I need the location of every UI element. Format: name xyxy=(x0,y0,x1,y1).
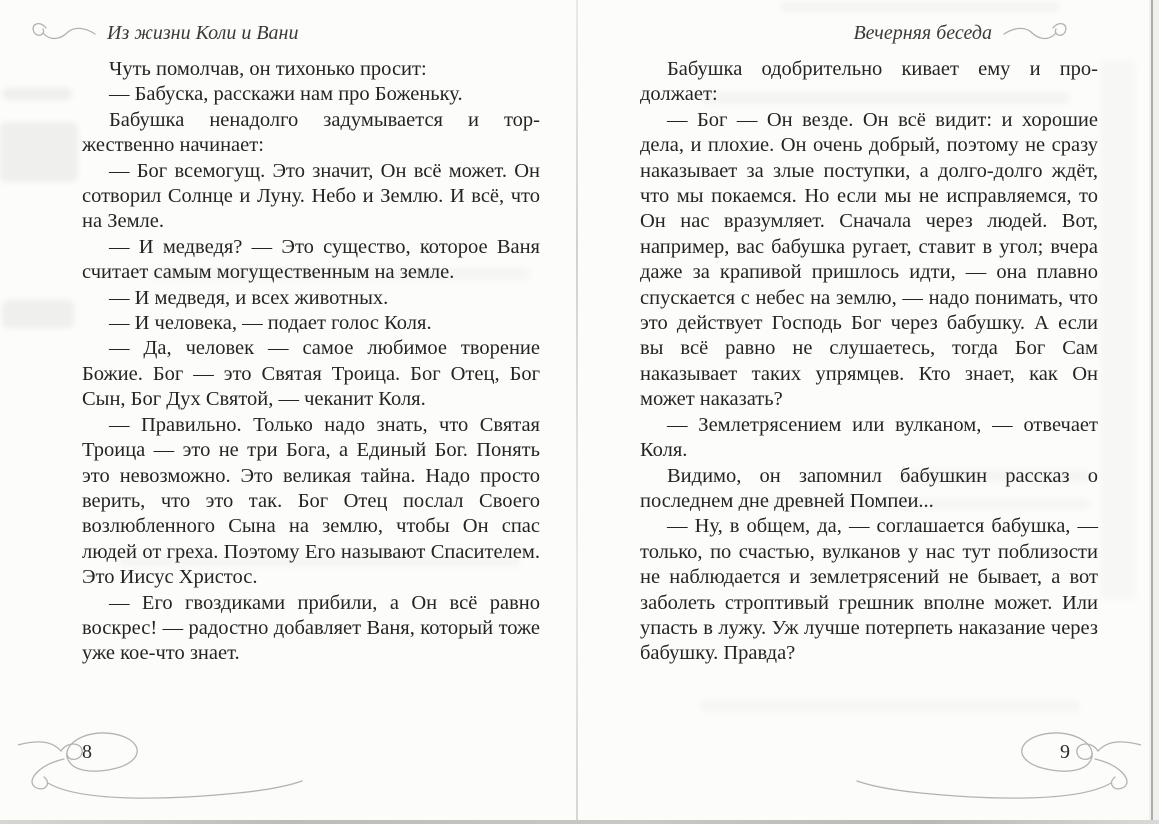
scan-artifact xyxy=(2,300,74,328)
paragraph: — Да, человек — самое любимое творение Божие. Бог — это Святая Троица. Бог Отец, Бог Сын, Бог Дух Святой, — чеканит Коля. xyxy=(82,337,540,411)
scan-artifact xyxy=(700,700,1080,712)
right-page-header xyxy=(853,19,1071,47)
paragraph: — Бог всемогущ. Это значит, Он всё может. Он сотворил Солнце и Луну. Небо и Землю. И всё, что на Земле. xyxy=(82,159,540,233)
paragraph: — И медведя, и всех животных. xyxy=(109,286,389,309)
footer-flourish-icon xyxy=(841,731,1141,803)
left-footer-ornament xyxy=(18,731,318,803)
page-gutter-line xyxy=(576,0,578,824)
right-header-title: Вечерняя беседа xyxy=(853,21,992,44)
paragraph: — Бог — Он везде. Он всё видит: и хорошие дела, и плохие. Он очень добрый, поэтому не сразу наказывает за злые поступки, а долго-долго ждёт, что мы покаемся. Но если мы не исправляемся, то Он нас вразумляет. Сначала через людей. Вот, например, вас бабушка ругает, ставит в угол; вчера даже за крапивой пришлось идти, — она плавно спускается с небес на землю, — надо понимать, что это действует Господь Бог через бабушку. А если вы всё равно не слушаетесь, тогда Бог Сам наказывает таких упрямцев. Кто знает, как Он может наказать? xyxy=(640,108,1098,411)
header-flourish-icon xyxy=(28,19,98,47)
paragraph: Чуть помолчав, он тихонько просит: xyxy=(109,58,427,80)
paragraph: Бабушка одобрительно кивает ему и продолжает: xyxy=(640,58,1098,106)
left-page-header xyxy=(28,19,298,47)
scan-artifact xyxy=(2,88,72,100)
paragraph: — И медведя? — Это существо, которое Ваня считает самым могущественным на земле. xyxy=(82,235,540,284)
paragraph: — Его гвоздиками прибили, а Он всё равно воскрес! — радостно добавляет Ваня, который тоже уже кое-что знает. xyxy=(82,591,540,665)
left-page-number: 8 xyxy=(82,741,92,763)
right-page-text xyxy=(640,57,1098,667)
scan-artifact xyxy=(0,122,78,182)
header-flourish-icon xyxy=(1001,19,1071,47)
scan-artifact xyxy=(1100,60,1136,600)
footer-flourish-icon xyxy=(18,731,318,803)
paragraph: — И человека, — подает голос Коля. xyxy=(109,312,432,335)
paragraph: — Ну, в общем, да, — соглашается бабушка, — только, по счастью, вулканов у нас тут поблизости не наблюдается и землетрясений не бывает, а вот заболеть строптивый грешник вполне может. Или упасть в лужу. Уж лучше потерпеть наказание через бабушку. Правда? xyxy=(640,515,1098,665)
right-footer-ornament xyxy=(841,731,1141,803)
paragraph: Бабушка ненадолго задумывается и торжественно начинает: xyxy=(82,108,540,157)
paragraph: — Бабуска, расскажи нам про Боженьку. xyxy=(109,83,463,106)
scan-artifact xyxy=(780,2,1060,12)
paragraph: Видимо, он запомнил бабушкин рассказ о последнем дне древней Помпеи... xyxy=(640,464,1098,512)
paragraph: — Правильно. Только надо знать, что Святая Троица — это не три Бога, а Единый Бог. Понять это невозможно. Это великая тайна. Надо просто верить, что это так. Бог Отец послал Своего возлюбленного Сына на землю, чтобы Он спас людей от греха. Поэтому Его называют Спасителем. Это Иисус Христос. xyxy=(82,413,540,589)
scan-bottom-edge xyxy=(0,820,1159,824)
left-header-title: Из жизни Коли и Вани xyxy=(107,21,299,44)
left-page-text xyxy=(82,57,540,667)
right-page-number: 9 xyxy=(1060,741,1070,763)
scan-right-edge-line xyxy=(1151,0,1153,824)
paragraph: — Землетрясением или вулканом, — отвечает Коля. xyxy=(640,413,1098,462)
